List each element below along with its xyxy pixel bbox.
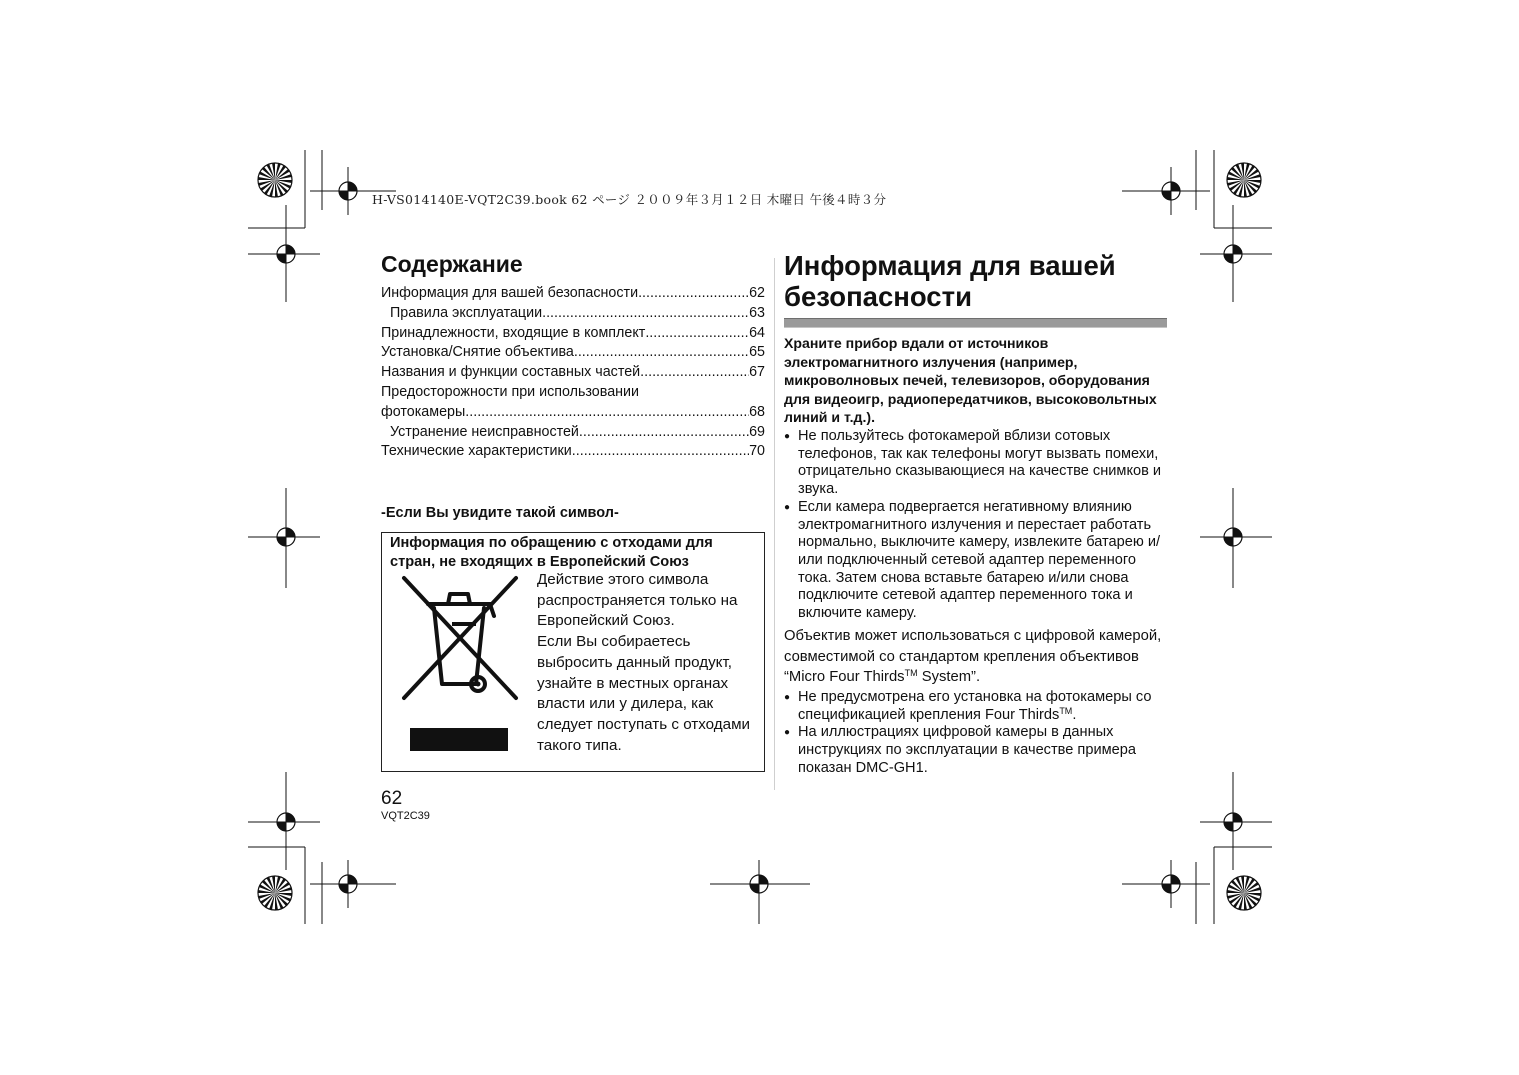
weee-body — [537, 570, 763, 756]
lens-bullets — [784, 689, 1169, 778]
toc-item-troubleshooting[interactable]: Устранение неисправностей ..... 69 — [381, 423, 765, 443]
weee-body-disposal: Если Вы собираетесь выбросить данный продукт, узнайте в местных органах власти или у дилера, как следует поступать с отходами такого типа. — [537, 633, 751, 754]
symbol-heading: -Если Вы увидите такой символ- — [381, 505, 619, 521]
document-code: VQT2C39 — [381, 810, 430, 822]
emi-bullets — [784, 428, 1169, 623]
safety-title — [784, 250, 1184, 312]
print-header: H-VS014140E-VQT2C39.book 62 ページ ２００９年３月１２日 木曜日 午後４時３分 — [372, 192, 887, 207]
bullet-dmc-gh1: ● На иллюстрациях цифровой камеры в данных инструкциях по эксплуатации в качестве примера показан DMC-GH1. — [784, 724, 1169, 777]
title-rule — [784, 318, 1167, 328]
toc-item-specifications[interactable]: Технические характеристики ..... 70 — [381, 442, 765, 462]
corner-sunburst-bottom-right — [1227, 876, 1261, 910]
toc-item-accessories[interactable]: Принадлежности, входящие в комплект ..... 64 — [381, 324, 765, 344]
bullet-emi-reset: ● Если камера подвергается негативному влиянию электромагнитного излучения и перестает работать нормально, выключите камеру, извлеките батарею и/или подключенный сетевой адаптер переменного тока. Затем снова вставьте батарею и/или снова подключите сетевой адаптер переменного тока и включите камеру. — [784, 499, 1169, 623]
toc-item-care[interactable]: Правила эксплуатации ..... 63 — [381, 304, 765, 324]
page-number: 62 — [381, 788, 403, 809]
contents-title: Содержание — [381, 251, 523, 277]
lens-compat-paragraph: Объектив может использоваться с цифровой камерой, совместимой со стандартом крепления объективов “Micro Four Thirds™ System”. — [784, 628, 1162, 685]
weee-black-bar — [410, 728, 508, 751]
weee-title: Информация по обращению с отходами для стран, не входящих в Европейский Союз — [390, 535, 713, 570]
weee-body-eu-only: Действие этого символа распространяется только на Европейский Союз. — [537, 571, 738, 630]
toc-item-precautions-cont[interactable]: фотокамеры ..... 68 — [381, 403, 765, 423]
contents-list — [381, 284, 765, 462]
toc-item-parts[interactable]: Названия и функции составных частей ..... 67 — [381, 363, 765, 383]
bullet-four-thirds: ● Не предусмотрена его установка на фотокамеры со спецификацией крепления Four Thirds™. — [784, 689, 1169, 724]
column-divider — [774, 258, 775, 790]
toc-item-lens-mount[interactable]: Установка/Снятие объектива ..... 65 — [381, 343, 765, 363]
corner-sunburst-top-left — [258, 163, 292, 197]
corner-sunburst-top-right — [1227, 163, 1261, 197]
crossed-out-wheeled-bin-icon — [398, 574, 522, 704]
toc-item-safety[interactable]: Информация для вашей безопасности ..... 62 — [381, 284, 765, 304]
corner-sunburst-bottom-left — [258, 876, 292, 910]
toc-item-precautions[interactable]: Предосторожности при использовании — [381, 383, 640, 400]
bullet-cell-phones: ● Не пользуйтесь фотокамерой вблизи сотовых телефонов, так как телефоны могут вызвать помехи, отрицательно сказывающиеся на качестве снимков и звука. — [784, 428, 1169, 499]
emi-warning: Храните прибор вдали от источников электромагнитного излучения (например, микроволновых печей, телевизоров, оборудования для видеоигр, радиопередатчиков, высоковольтных линий и т.д.). — [784, 335, 1157, 426]
safety-title-line-1: Информация для вашей — [784, 250, 1116, 281]
safety-title-line-2: безопасности — [784, 281, 972, 312]
